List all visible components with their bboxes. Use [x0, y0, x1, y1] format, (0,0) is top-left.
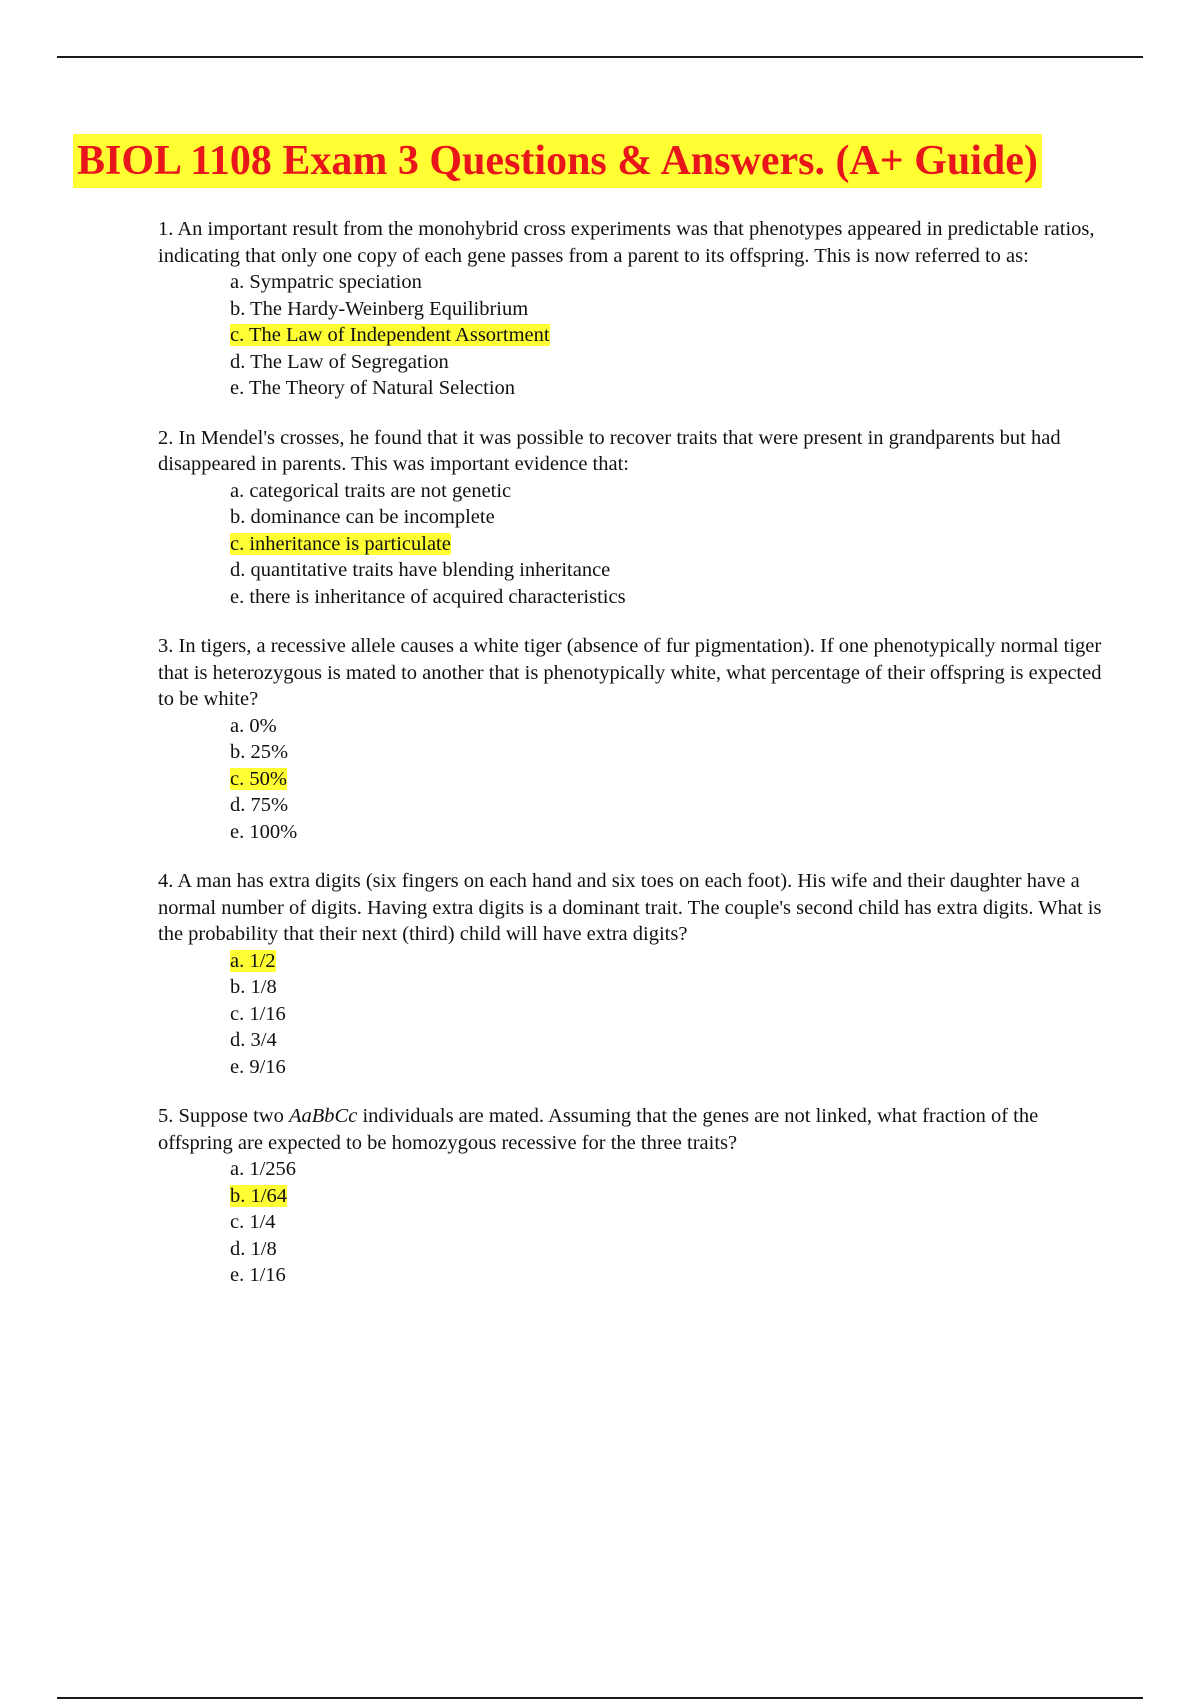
answer-option-correct: [230, 322, 1103, 349]
answer-option: [230, 1001, 1103, 1028]
answer-option-text: c. inheritance is particulate: [230, 532, 451, 555]
answer-option: [230, 478, 1103, 505]
answer-option: [230, 375, 1103, 402]
answer-option: [230, 1236, 1103, 1263]
header-rule: [57, 56, 1143, 58]
answer-option: [230, 819, 1103, 846]
question-1: [158, 216, 1103, 402]
question-4: [158, 868, 1103, 1080]
answer-option-text: a. categorical traits are not genetic: [230, 479, 512, 502]
answer-option: [230, 584, 1103, 611]
answer-options: [158, 1156, 1103, 1289]
answer-option-text: c. 1/4: [230, 1211, 276, 1233]
answer-option: [230, 739, 1103, 766]
footer-rule: [57, 1697, 1143, 1699]
answer-option-text: d. 75%: [230, 794, 289, 816]
question-stem: 4. A man has extra digits (six fingers on each hand and six toes on each foot). His wife and their daughter have a normal number of digits. Having extra digits is a dominant trait. The couple's second child has extra digits. What is the probability that their next (third) child will have extra digits?: [158, 870, 1102, 945]
answer-option-correct: [230, 948, 1103, 975]
question-3: [158, 633, 1103, 845]
question-stem: [158, 1103, 1103, 1156]
answer-options: [158, 478, 1103, 611]
answer-option-text: e. 9/16: [230, 1055, 286, 1078]
answer-option-text: c. 1/16: [230, 1002, 286, 1025]
answer-option: [230, 296, 1103, 323]
question-stem: 2. In Mendel's crosses, he found that it was possible to recover traits that were present in grandparents but had disappeared in parents. This was important evidence that:: [158, 426, 1061, 475]
genotype-term: AaBbCc: [288, 1105, 358, 1127]
answer-options: [158, 269, 1103, 402]
answer-option-correct: [230, 766, 1103, 793]
answer-option-text: b. 1/8: [230, 976, 277, 998]
answer-option: [230, 713, 1103, 740]
answer-option: [230, 974, 1103, 1001]
question-stem-end: individuals are mated. Assuming that the genes are not linked, what fraction of the offspring are expected to be homozygous recessive for the three traits?: [158, 1105, 1039, 1154]
answer-option: [230, 349, 1103, 376]
answer-option-text: b. 25%: [230, 741, 289, 763]
answer-option: [230, 504, 1103, 531]
answer-option-text: d. The Law of Segregation: [230, 350, 449, 373]
answer-option-text: c. The Law of Independent Assortment: [230, 324, 550, 346]
answer-option-text: d. quantitative traits have blending inheritance: [230, 559, 611, 581]
answer-option-text: e. The Theory of Natural Selection: [230, 377, 516, 399]
answer-option: [230, 1209, 1103, 1236]
answer-option-text: e. 100%: [230, 820, 298, 843]
question-stem: 1. An important result from the monohybrid cross experiments was that phenotypes appeared in predictable ratios, indicating that only one copy of each gene passes from a parent to its offspring. This is now referred to as:: [158, 218, 1095, 267]
question-stem-start: 5. Suppose two: [158, 1105, 289, 1127]
question-5: [158, 1103, 1103, 1289]
answer-option-correct: [230, 1183, 1103, 1210]
answer-options: [158, 948, 1103, 1081]
answer-option: [230, 792, 1103, 819]
answer-option-text: a. 0%: [230, 714, 277, 737]
answer-option-text: d. 1/8: [230, 1237, 277, 1260]
question-stem: 3. In tigers, a recessive allele causes a white tiger (absence of fur pigmentation). If one phenotypically normal tiger that is heterozygous is mated to another that is phenotypically white, what percentage of their offspring is expected to be white?: [158, 635, 1102, 710]
answer-option-text: b. 1/64: [230, 1184, 287, 1207]
title-block: [73, 134, 1042, 188]
answer-option: [230, 1156, 1103, 1183]
answer-option-text: e. 1/16: [230, 1264, 286, 1286]
answer-option-text: a. 1/2: [230, 949, 276, 972]
answer-option: [230, 557, 1103, 584]
answer-option: [230, 1262, 1103, 1289]
question-2: [158, 425, 1103, 611]
question-list: [158, 216, 1103, 1312]
answer-option-text: d. 3/4: [230, 1029, 277, 1051]
answer-option-text: a. 1/256: [230, 1158, 297, 1180]
answer-option-text: e. there is inheritance of acquired characteristics: [230, 585, 626, 608]
answer-option-text: c. 50%: [230, 767, 287, 790]
answer-option-text: a. Sympatric speciation: [230, 271, 422, 293]
answer-options: [158, 713, 1103, 846]
answer-option-text: b. dominance can be incomplete: [230, 506, 495, 528]
answer-option: [230, 1027, 1103, 1054]
answer-option: [230, 269, 1103, 296]
document-title: BIOL 1108 Exam 3 Questions & Answers. (A+ Guide): [73, 134, 1042, 188]
answer-option-correct: [230, 531, 1103, 558]
answer-option: [230, 1054, 1103, 1081]
answer-option-text: b. The Hardy-Weinberg Equilibrium: [230, 297, 529, 320]
